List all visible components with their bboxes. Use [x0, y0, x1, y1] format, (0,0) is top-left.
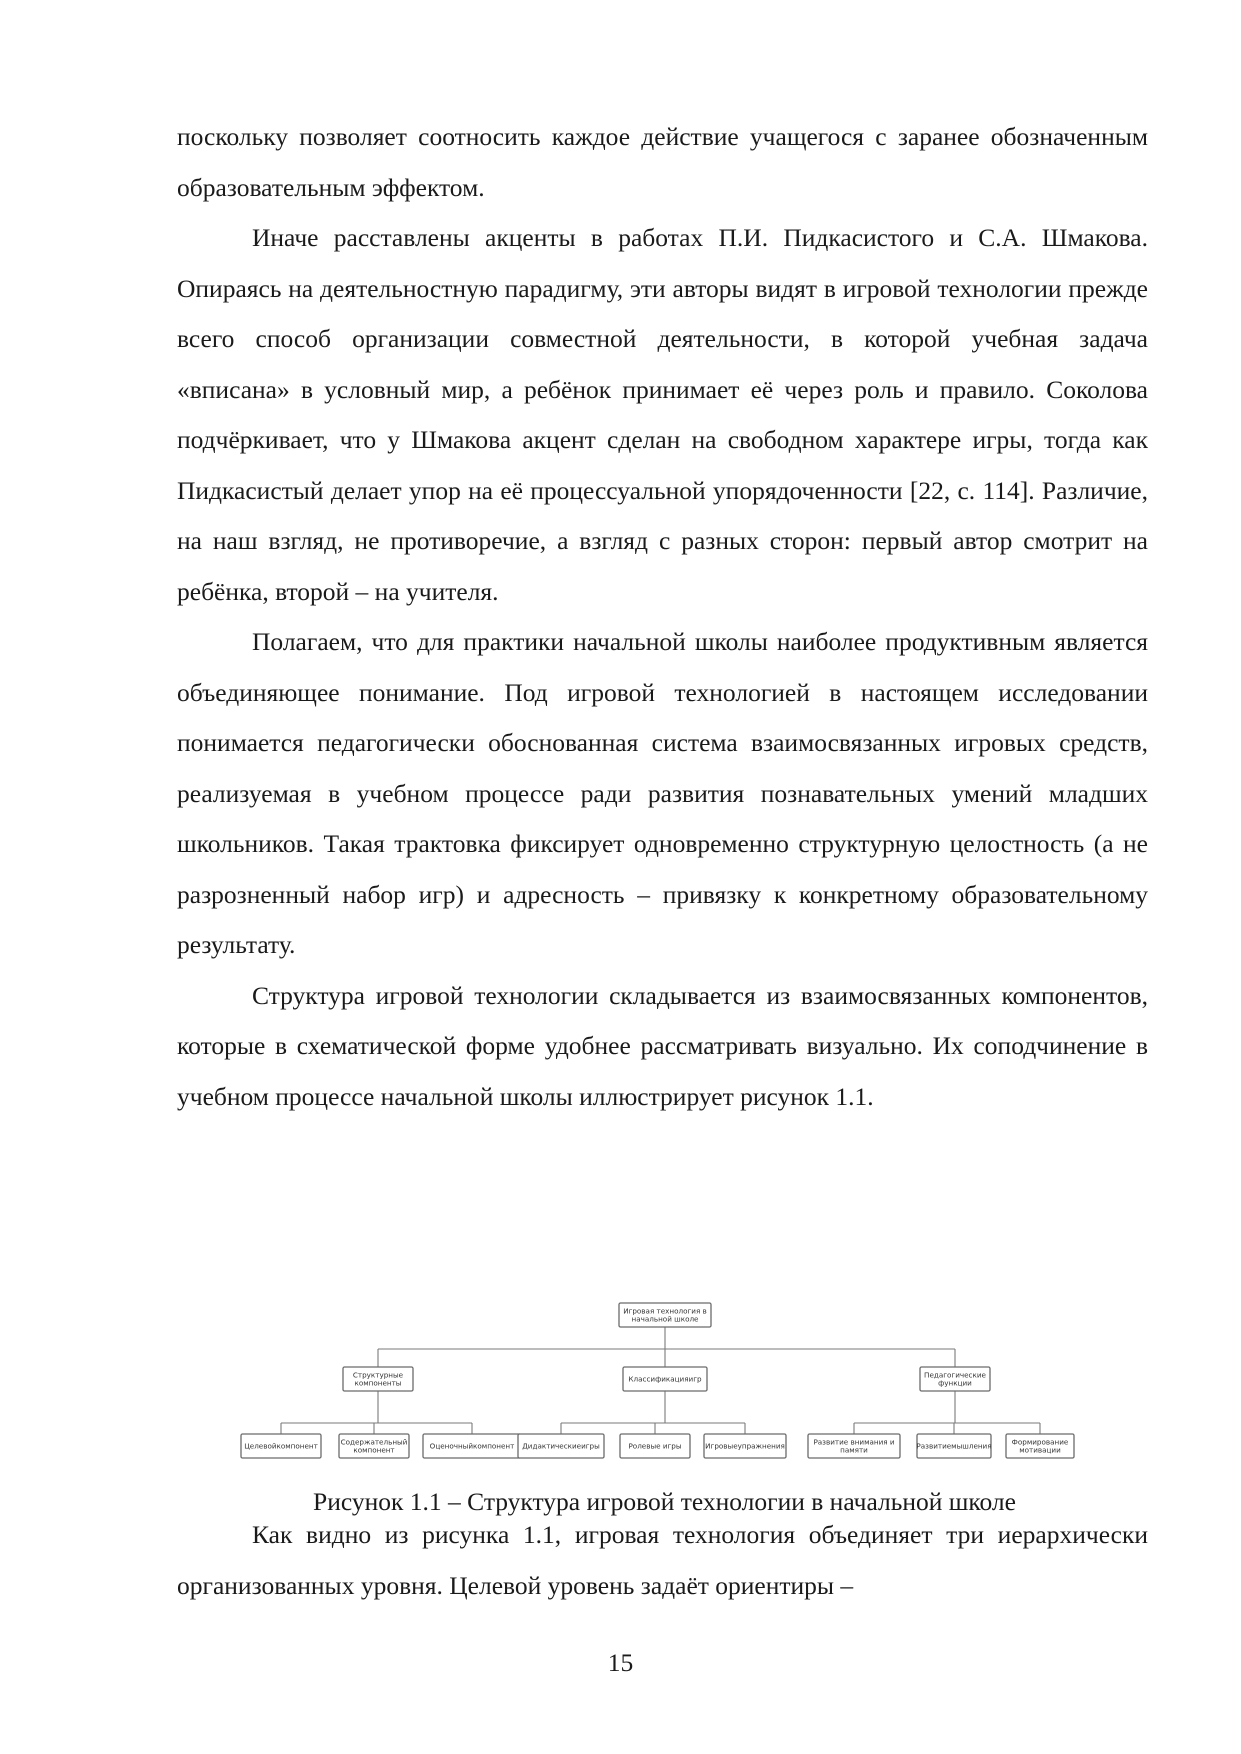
node-label: Классификацияигр: [628, 1374, 702, 1384]
node-label: Игровая технология в: [623, 1306, 707, 1316]
diagram-branch-node: [343, 1367, 413, 1391]
node-label: Структурные: [352, 1370, 404, 1380]
node-label: Содержательный: [340, 1437, 408, 1447]
diagram-leaf-node: [423, 1434, 521, 1458]
node-label: Дидактическиеигры: [522, 1441, 600, 1451]
node-label: Формирование: [1011, 1437, 1069, 1447]
paragraph: поскольку позволяет соотносить каждое действие учащегося с заранее обозначенным образовательным эффектом.: [177, 122, 1148, 202]
diagram-leaf-node: [808, 1434, 900, 1458]
node-label: Игровыеупражнения: [705, 1441, 785, 1451]
paragraph: Иначе расставлены акценты в работах П.И. Пидкасистого и С.А. Шмакова. Опираясь на деятельностную парадигму, эти авторы видят в игровой технологии прежде всего способ организации совместной деятельности, в которой учебная задача «вписана» в условный мир, а ребёнок принимает её через роль и правило. Соколова подчёркивает, что у Шмакова акцент сделан на свободном характере игры, тогда как Пидкасистый делает упор на её процессуальной упорядоченности [22, с. 114]. Различие, на наш взгляд, не противоречие, а взгляд с разных сторон: первый автор смотрит на ребёнка, второй – на учителя.: [177, 223, 1148, 606]
diagram-leaf-node: [704, 1434, 786, 1458]
node-label: Ролевые игры: [628, 1441, 682, 1451]
node-label: компонент: [353, 1445, 395, 1455]
diagram-branch-node: [623, 1367, 707, 1391]
diagram-leaf-node: [1006, 1434, 1074, 1458]
node-label: Оценочныйкомпонент: [429, 1441, 515, 1451]
diagram-branch-node: [920, 1367, 990, 1391]
node-label: мотивации: [1019, 1445, 1061, 1455]
body-text-continued: [177, 1510, 1148, 1611]
page-number: 15: [607, 1648, 634, 1677]
figure-caption: Рисунок 1.1 – Структура игровой технологии в начальной школе: [313, 1487, 1016, 1516]
diagram-leaf-node: [916, 1434, 991, 1458]
node-label: Развитиемышления: [916, 1441, 992, 1451]
node-label: памяти: [840, 1445, 868, 1455]
diagram-leaf-node: [518, 1434, 604, 1458]
paragraph: Как видно из рисунка 1.1, игровая технология объединяет три иерархически организованных уровня. Целевой уровень задаёт ориентиры –: [177, 1520, 1148, 1600]
node-label: начальной школе: [631, 1314, 699, 1324]
diagram-leaf-node: [620, 1434, 690, 1458]
node-label: функции: [938, 1378, 972, 1388]
paragraph: Структура игровой технологии складывается из взаимосвязанных компонентов, которые в схематической форме удобнее рассматривать визуально. Их соподчинение в учебном процессе начальной школы иллюстрирует рисунок 1.1.: [177, 980, 1148, 1111]
diagram-root-node: [619, 1303, 711, 1327]
hierarchy-diagram: [230, 1302, 1100, 1462]
node-label: Целевойкомпонент: [244, 1441, 318, 1451]
figure-diagram: [230, 1302, 1100, 1462]
node-label: Педагогические: [924, 1370, 986, 1380]
node-label: Развитие внимания и: [813, 1437, 895, 1447]
diagram-leaf-node: [339, 1434, 409, 1458]
node-label: компоненты: [354, 1378, 402, 1388]
body-text: [177, 112, 1148, 1122]
diagram-leaf-node: [241, 1434, 321, 1458]
paragraph: Полагаем, что для практики начальной школы наиболее продуктивным является объединяющее понимание. Под игровой технологией в настоящем исследовании понимается педагогически обоснованная система взаимосвязанных игровых средств, реализуемая в учебном процессе ради развития познавательных умений младших школьников. Такая трактовка фиксирует одновременно структурную целостность (а не разрозненный набор игр) и адресность – привязку к конкретному образовательному результату.: [177, 627, 1148, 959]
